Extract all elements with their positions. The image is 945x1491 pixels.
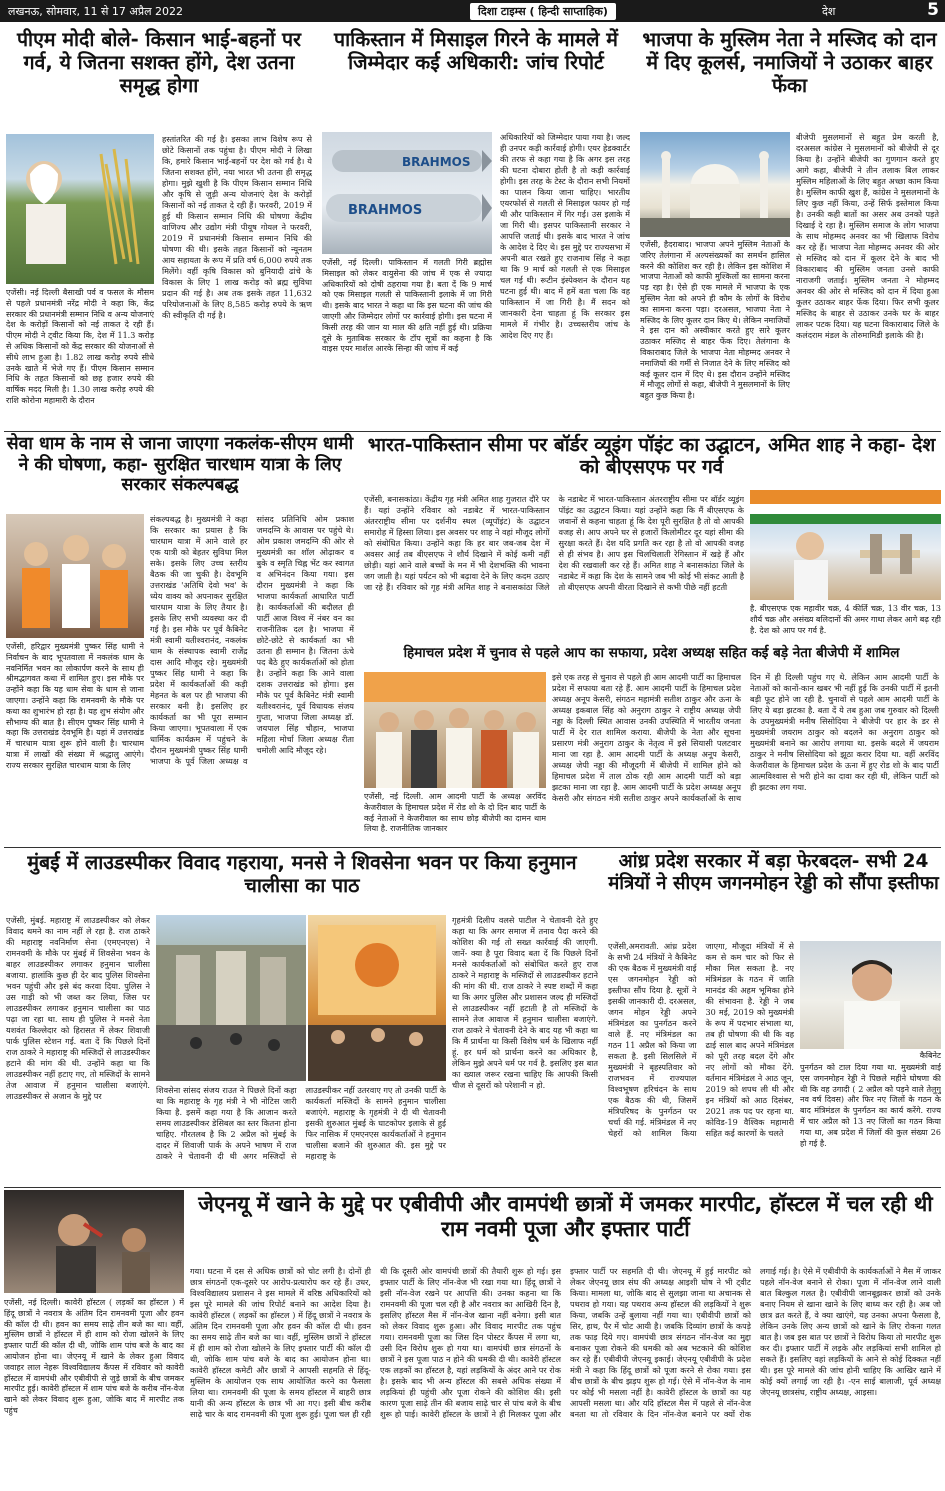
caption-aap: एजेंसी, नई दिल्ली. आम आदमी पार्टी के अध्यक्ष अरविंद केजरीवाल के हिमाचल प्रदेश में रोड शो के दो दिन बाद पार्टी के कई नेताओं ने केजरीवाल का साथ छोड़ बीजेपी का दामन थाम लिया है. राजनीतिक जानकार — [364, 792, 546, 834]
caption-bjp-muslim: एजेंसी, हैदराबाद। भाजपा अपने मुस्लिम नेताओं के जरिए तेलंगाना में अल्पसंख्यकों का समर्थन हासिल करने की कोशिश कर रही है। लेकिन इस कोशिश में भाजपा नेताओं को काफी मुश्किलों का सामना करना पड़ रहा है। ऐसे ही एक मामले में भाजपा के एक मुस्लिम नेता को अपने ही कौम के लोगों के विरोध का सामना करना पड़ा। दरअसल, भाजपा नेता ने मस्जिद के लिए कूलर दान किए थे। लेकिन नमाजियों ने इस दान को अस्वीकार करते हुए सारे कूलर उठाकर मस्जिद से बाहर फेंक दिए। तेलंगाना के विकाराबाद जिले के भाजपा नेता मोहम्मद अनवर ने नमाजियों की गर्मी से निजात देने के लिए मस्जिद को कई कूलर दान में दिए थे। इस दौरान उन्होंने मस्जिद में मौजूद लोगों से कहा, बीजेपी ने मुसलमानों के लिए बहुत कुछ किया है। — [640, 240, 790, 401]
caption-andhra: पुनर्गठन को टाल दिया गया था. मुख्यमंत्री वाई एस जगनमोहन रेड्डी ने पिछले महीने घोषणा की थी कि वह उगादी ( 2 अप्रैल को पड़ने वाले तेलुगु नव वर्ष दिवस) और फिर नए जिलों के गठन के बाद मंत्रिमंडल के पुनर्गठन का कार्य करेंगे. राज्य में चार अप्रैल को 13 नए जिलों का गठन किया गया था, अब प्रदेश में जिलों की कुल संख्या 26 हो गई है. — [800, 1063, 941, 1148]
masthead-paper-name: दिशा टाइम्स ( हिन्दी साप्ताहिक) — [470, 3, 616, 20]
masthead — [0, 0, 945, 22]
caption-missile: एजेंसी, नई दिल्ली। पाकिस्तान में गलती गिरी ब्रह्मोस मिसाइल को लेकर वायुसेना की जांच में एक से ज्यादा अधिकारियों को दोषी ठहराया गया है। बता दें कि 9 मार्च को एक मिसाइल गलती से पाकिस्तानी इलाके में जा गिरी थी। इसके बाद भारत ने कहा था कि इस घटना की जांच की जाएगी और जिम्मेदार लोगों पर कार्रवाई होगी। इस घटना में किसी तरह की जान या माल की क्षति नहीं हुई थी। प्रक्रिया दूसे के मुताबिक सरकार के टॉप सूत्रों का कहना है कि वाइस एयर मार्शल आरके सिन्हा की जांच में कई — [322, 258, 492, 354]
caption-shah: है. बीएसएफ एक महावीर चक्र, 4 कीर्ति चक्र, 13 वीर चक्र, 13 शौर्य चक्र और असंख्य बलिदानों की अमर गाथा लेकर आगे बढ़ रही है. देश को आप पर गर्व है. — [750, 604, 941, 635]
photo-dhami — [6, 514, 144, 638]
caption-dhami: एजेंसी, हरिद्वार मुख्यमंत्री पुष्कर सिंह धामी ने निर्वाचन के बाद भूपतवाला में नकलंक धाम के नवनिर्मित भवन का लोकार्पण करने के साथ ही श्रीमद्भागवत कथा में शामिल हुए। इस मौके पर उन्होंने कहा कि यह धाम सेवा के धाम से जाना जाएगा। उन्होंने कहा कि रामनवमी के मौके पर कथा का शुभारंभ हो रहा है। यह शुभ संयोग और सौभाग्य की बात है। सीएम पुष्कर सिंह धामी ने कहा कि उत्तराखंड देवभूमि है। यहां में उत्तराखंड में चारधाम यात्रा शुरू होने वाली है। चारधाम यात्रा में लाखों की संख्या में श्रद्धालु आएंगे। राज्य सरकार सुरक्षित चारधाम यात्रा के लिए — [6, 642, 144, 770]
body-andhra: एजेंसी,अमरावती. आंध्र प्रदेश के सभी 24 मंत्रियों ने कैबिनेट की एक बैठक में मुख्यमंत्री वाई एस जगनमोहन रेड्डी को इस्तीफा सौंप दिया है. सूत्रों ने इसकी जानकारी दी. दरअसल, जगन मोहन रेड्डी अपने मंत्रिमंडल का पुनर्गठन करने वाले हैं. नए मंत्रिमंडल का गठन 11 अप्रैल को किया जा सकता है. इसी सिलसिले में मुख्यमंत्री ने बृहस्पतिवार को राजभवन में राज्यपाल विश्वभूषण हरिचंदन के साथ एक बैठक की थी, जिसमें मंत्रिपरिषद के पुनर्गठन पर चर्चा की गई. मंत्रिमंडल में नए चेहरों को शामिल किया जाएगा, मौजूदा मंत्रियों में से कम से कम चार को फिर से मौका मिल सकता है. नए मंत्रिमंडल के गठन में जाति मानदंड की अहम भूमिका होने की संभावना है. रेड्डी ने जब 30 मई, 2019 को मुख्यमंत्री के रूप में पदभार संभाला था, तब ही घोषणा की थी कि वह ढाई साल बाद अपने मंत्रिमंडल को पूरी तरह बदल देंगे और नए लोगों को मौका देंगे. वर्तमान मंत्रिमंडल ने आठ जून, 2019 को शपथ ली थी और इन मंत्रियों को आठ दिसंबर, 2021 तक पद पर रहना था. कोविड-19 वैश्विक महामारी सहित कई कारणों के चलते — [608, 941, 794, 1138]
headline-shah: भारत-पाकिस्तान सीमा पर बॉर्डर व्यूइंग पॉइंट का उद्घाटन, अमित शाह ने कहा- देश को बीएसएफ पर गर्व — [367, 434, 936, 479]
divider-row-3 — [4, 1187, 941, 1188]
divider-row-1 — [4, 431, 941, 432]
headline-missile: पाकिस्तान में मिसाइल गिरने के मामले में जिम्मेदार कई अधिकारी: जांच रिपोर्ट — [334, 28, 618, 74]
svg-text:BRAHMOS: BRAHMOS — [348, 203, 423, 218]
body-modi: हस्तांतरित की गई है। इसका लाभ विशेष रूप से छोटे किसानों तक पहुंचा है। पीएम मोदी ने लिखा कि, हमारे किसान भाई-बहनों पर देश को गर्व है। ये जितना सशक्त होंगे, नया भारत भी उतना ही समृद्ध होगा। मुझे खुशी है कि पीएम किसान सम्मान निधि और कृषि से जुड़ी अन्य योजनाएं देश के करोड़ों किसानों को नई ताकत दे रही हैं। फरवरी, 2019 में हुई थी किसान सम्मान निधि की घोषणा केंद्रीय वाणिज्य और उद्योग मंत्री पीयूष गोयल ने फरवरी, 2019 में प्रधानमंत्री किसान सम्मान निधि की घोषणा की थी। इसके तहत किसानों को न्यूनतम आय सहायता के रूप में प्रति वर्ष 6,000 रुपये तक मिलेंगे। वहीं कृषि विकास को बुनियादी ढांचे के विकास के लिए 1 लाख करोड़ को ब्रह्म सुविधा प्रदान की गई है। अब तक इसके तहत 11,632 परियोजनाओं के लिए 8,585 करोड़ रुपये के ऋण की स्वीकृति दी गई है। — [162, 134, 312, 320]
article-bjp-muslim — [638, 26, 941, 430]
photo-hanuman-poster — [308, 915, 446, 1081]
svg-text:BRAHMOS: BRAHMOS — [402, 155, 471, 169]
photo-jagan-reddy — [800, 941, 941, 1049]
headline-modi: पीएम मोदी बोले- किसान भाई-बहनों पर गर्व, ये जितना सशक्त होंगे, देश उतना समृद्ध होगा — [16, 28, 302, 97]
headline-mumbai: मुंबई में लाउडस्पीकर विवाद गहराया, मनसे ने शिवसेना भवन पर किया हनुमान चालीसा का पाठ — [27, 851, 577, 897]
body-mumbai-lower: शिवसेना सांसद संजय राउत ने पिछले दिनों कहा था कि महाराष्ट्र के गृह मंत्री ने भी नोटिस जारी किया है. इसमें कहा गया है कि आजान करते समय लाउडस्पीकर डेसिबल का स्तर कितना होना चाहिए. गौरतलब है कि 2 अप्रैल को मुंबई के दादर में शिवाजी पार्क के अपने भाषण में राज ठाकरे ने चेतावनी दी थी अगर मस्जिदों से लाउडस्पीकर नहीं उतरवाए गए तो उनकी पार्टी के कार्यकर्ता मस्जिदों के सामने हनुमान चालीसा बजाएंगे. महाराष्ट्र के गृहमंत्री ने दी थी चेतावनी इसकी शुरुआत मुंबई के घाटकोपर इलाके से हुई फिर नासिक में एमएनएस कार्यकर्ताओं ने हनुमान चालीसा बजाने की शुरुआत की. इस मुद्दे पर महाराष्ट्र के — [156, 1085, 446, 1161]
photo-amit-shah — [750, 490, 941, 600]
masthead-date: लखनऊ, सोमवार, 11 से 17 अप्रैल 2022 — [8, 5, 184, 18]
headline-bjp-muslim: भाजपा के मुस्लिम नेता ने मस्जिद को दान में दिए कूलर्स, नमाजियों ने उठाकर बाहर फेंका — [642, 28, 937, 97]
masthead-section: देश — [822, 5, 836, 18]
headline-jnu: जेएनयू में खाने के मुद्दे पर एबीवीपी और वामपंथी छात्रों में जमकर मारपीट, हॉस्टल में चल रही थी राम नवमी पूजा और इफ्तार पार्टी — [198, 1192, 933, 1241]
page-number: 5 — [927, 0, 939, 20]
article-shah — [362, 434, 941, 640]
headline-aap: हिमाचल प्रदेश में चुनाव से पहले आप का सफाया, प्रदेश अध्यक्ष सहित कई बड़े नेता बीजेपी में शामिल — [403, 645, 900, 661]
article-missile — [320, 26, 632, 430]
article-mumbai — [4, 851, 600, 1184]
article-modi — [4, 26, 314, 430]
photo-aap-bjp — [364, 672, 546, 788]
photo-shivsena-bhavan — [156, 915, 306, 1081]
photo-modi — [6, 134, 154, 284]
body-jnu: गया। घटना में दस से अधिक छात्रों को चोट लगी है। दोनों ही छात्र संगठनों एक-दूसरे पर आरोप-प्रत्यारोप कर रहे हैं। उधर, विश्वविद्यालय प्रशासन ने इस मामले में वरिष्ठ अधिकारियों को इस पूरे मामले की जांच रिपोर्ट बनाने का आदेश दिया है। कावेरी हॉस्टल ( लड़कों का हॉस्टल ) में हिंदू छात्रों ने नवरात्र के अंतिम दिन रामनवमी पूजा और हवन की कॉल दी थी। हवन का समय साढ़े तीन बजे का था। वहीं, मुस्लिम छात्रों ने हॉस्टल में ही शाम को रोजा खोलने के लिए इफ्तार पार्टी की कॉल दी थी, जोकि शाम पांच बजे के बाद का आयोजन होना था। कावेरी हॉस्टल कमेटी और छात्रों ने आपसी सहमति से हिंदू-मुस्लिम के आयोजन एक साथ आयोजित करने का फैसला लिया था। रामनवमी की पूजा के समय हॉस्टल में बाहरी छात्र यानी की अन्य हॉस्टल के छात्र भी आ गए। इसी बीच करीब साढ़े चार के बाद रामनवमी की पूजा शुरू हुई। पूजा चल ही रही थी कि दूसरी ओर वामपंथी छात्रों की तैयारी शुरू हो गई। इस इफ्तार पार्टी के लिए नॉन-वेज भी रखा गया था। हिंदू छात्रों ने इसी नॉन-वेज रखने पर आपत्ति की। उनका कहना था कि रामनवमी की पूजा चल रही है और नवरात्र का आखिरी दिन है, इसलिए हॉस्टल मैस में नॉन-वेज खाना नहीं बनेगा। इसी बात को लेकर विवाद शुरू हुआ। और विवाद मारपीट तक पहुंच गया। रामनवमी पूजा का जिस दिन पोस्टर कैंपस में लगा था, उसी दिन विरोध शुरू हो गया था। वामपंथी छात्र संगठनों के छात्रों ने इस पूजा पाठ न होने की धमकी दी थी। कावेरी हॉस्टल एक लड़कों का हॉस्टल है, यहां लड़कियों के अंदर आने पर रोक है। इसके बाद भी अन्य हॉस्टल की सबसे अधिक संख्या में लड़कियां ही पहुंची और पूजा रोकने की कोशिश की। इसी कारण पूजा साढ़े तीन की बजाय साढ़े चार से पांच बजे के बीच शुरू हो पाई। कावेरी हॉस्टल के छात्रों ने ही मिलकर पूजा और इफ्तार पार्टी पर सहमति दी थी। जेएनयू में हुई मारपीट को लेकर जेएनयू छात्र संघ की अध्यक्ष आइशी घोष ने भी ट्वीट किया। मामला था, जोकि बाद से सुलझा जाना था अचानक से पथराव हो गया। यह पथराव अन्य हॉस्टल की लड़कियों ने शुरू किया, जबकि उन्हें बुलाया नहीं गया था। एबीवीपी छात्रों को सिर, हाथ, पैर में चोट आयी है। जबकि दिव्यांग छात्रों के कपड़े तक फाड़ दिये गए। वामपंथी छात्र संगठन नॉन-वेज का मुद्दा बनाकर पूजा रोकने की धमकी को अब भटकाने की कोशिश कर रहे हैं। एबीवीपी जेएनयू इकाई। जेएनयू एबीवीपी के प्रदेश मंत्री ने कहा कि हिंदू छात्रों को पूजा करने से रोका गया। इस बीच छात्रों के बीच झड़प शुरू हो गई। ऐसे में नॉन-वेज के नाम पर कोई भी मसला नहीं है। कावेरी हॉस्टल के छात्रों का यह आपसी मसला था। और यदि हॉस्टल मैस में पहले से नॉन-वेज बनता था तो रविवार के दिन नॉन-वेज बनाने पर क्यों रोक लगाई गई। है। ऐसे में एबीवीपी के कार्यकर्ताओं ने मैस में जाकर पहले नॉन-वेज बनाने से रोका। पूजा में नॉन-वेज लाने वाली बात बिल्कुल गलत है। एबीवीपी जानबूझकर छात्रों को उनके बनाए नियम से खाना खाने के लिए बाध्य कर रही है। अब जो छात्र व्रत करते हैं, वे क्या खाएंगे, यह उनका अपना फैसला है, लेकिन उनके लिए अन्य छात्रों को खाने के लिए रोकना गलत बात है। जब इस बात पर छात्रों ने विरोध किया तो मारपीट शुरू कर दी। इफ्तार पार्टी में लड़के और लड़कियां सभी शामिल हो सकते हैं। इसलिए वहां लड़कियों के आने से कोई दिक्कत नहीं थी। इस पूरे मामले की जांच होनी चाहिए कि आखिर खाने में कोई क्यों लगाई जा रही है। -एन साई बालाजी, पूर्व अध्यक्ष जेएनयू छात्रसंघ, राष्ट्रीय अध्यक्ष, आइसा। — [190, 1266, 941, 1419]
body-missile: अधिकारियों को जिम्मेदार पाया गया है। जल्द ही उनपर कड़ी कार्रवाई होगी। एयर हेडक्वार्टर की तरफ से कहा गया है कि अगर इस तरह की घटना दोबारा होती है तो कड़ी कार्रवाई होगी। इस तरह के टेस्ट के दौरान सभी नियमों का पालन किया जाना चाहिए। भारतीय एयरफोर्स से गलती से मिसाइल फायर हो गई थी और पाकिस्तान में गिर गई। उस इलाके में जा गिरी थी। इसपर पाकिस्तानी सरकार ने आपत्ति जताई थी। इसके बाद भारत ने जांच के आदेश दे दिए थे। इस मुद्दे पर राज्यसभा में अपनी बात रखते हुए राजनाथ सिंह ने कहा था कि 9 मार्च को गलती से एक मिसाइल चल गई थी। रूटीन इंस्पेक्शन के दौरान यह घटना हुई थी। बाद में हमें बता चला कि वह पाकिस्तान में जा गिरी है। मैं सदन को जानकारी देना चाहता हूं कि सरकार इस मामले में गंभीर है। उच्चस्तरीय जांच के आदेश दिए गए हैं। — [500, 132, 630, 340]
photo-jnu-clash — [4, 1190, 184, 1293]
body-shah: एजेंसी, बनासकांठा। केंद्रीय गृह मंत्री अमित शाह गुजरात दौरे पर हैं। यहां उन्होंने रविवार को नडाबेट में भारत-पाकिस्तान अंतरराष्ट्रीय सीमा पर दर्शनीय स्थल (व्यूपॉइंट) के उद्घाटन समारोह में हिस्सा लिया। इस अवसर पर शाह ने वहां मौजूद लोगों को संबोधित किया। उन्होंने कहा कि हर बार जब-जब देश में अवसर आई तब बीएसएफ ने शौर्य दिखाने में कोई कमी नहीं छोड़ी। यहां आने वाले बच्चों के मन में भी देशभक्ति की भावना जग जाती है। यहां पर्यटन को भी बढ़ावा देने के लिए कदम उठाए जा रहे हैं। रविवार को गृह मंत्री अमित शाह ने बनासकांठा जिले के नडाबेट में भारत-पाकिस्तान अंतरराष्ट्रीय सीमा पर बॉर्डर व्यूइंग पॉइंट का उद्घाटन किया। यहां उन्होंने कहा कि मैं बीएसएफ के जवानों से कहना चाहता हूं कि देश पूरी सुरक्षित है तो वो आपकी वजह से। आप अपने घर से हजारों किलोमीटर दूर यहां सीमा की सुरक्षा करते हैं। देश यदि प्रगति कर रहा है तो वो आपकी वजह से ही संभव है। आप इस चिलचिलाती रेगिस्तान में खड़े हैं और देश की रखवाली कर रहे हैं। अमित शाह ने बनासकांठा जिले के नडाबेट में कहा कि देश के सामने जब भी कोई भी संकट आती है तो बीएसएफ अपनी वीरता दिखाने से कभी पीछे नहीं हटती — [364, 494, 744, 592]
body-mumbai-lead: एजेंसी, मुंबई. महाराष्ट्र में लाउडस्पीकर को लेकर विवाद थमने का नाम नहीं ले रहा है. राज ठाकरे की महाराष्ट्र नवनिर्माण सेना (एमएनएस) ने रामनवमी के मौके पर मुंबई में शिवसेना भवन के बाहर लाउडस्पीकर लगाकर हनुमान चालीसा बजाया. हालांकि कुछ ही देर बाद पुलिस शिवसेना भवन पहुंची और इसे बंद करवा दिया. पुलिस ने उस गाड़ी को भी जब्त कर लिया, जिस पर लाउडस्पीकर लगाकर हनुमान चालीसा का पाठ पढ़ा जा रहा था. साथ ही पुलिस ने मनसे नेता यशवंत किल्लेदार को हिरासत में लेकर शिवाजी पार्क पुलिस स्टेशन गई. बता दें कि पिछले दिनों राज ठाकरे ने महाराष्ट्र की मस्जिदों से लाउडस्पीकर हटाने की मांग की थी. उन्होंने कहा था कि लाउडस्पीकर नहीं हटाए गए, तो मस्जिदों के सामने तेज आवाज में हनुमान चालीसा बजाएंगे. लाउडस्पीकर से अजान के मुद्दे पर — [6, 915, 150, 1101]
headline-dhami: सेवा धाम के नाम से जाना जाएगा नकलंक-सीएम धामी ने की घोषणा, कहा- सुरक्षित चारधाम यात्रा के लिए सरकार संकल्पबद्ध — [6, 434, 354, 496]
photo-mosque — [640, 132, 790, 237]
headline-andhra: आंध्र प्रदेश सरकार में बड़ा फेरबदल- सभी 24 मंत्रियों ने सीएम जगनमोहन रेड्डी को सौंपा इस्तीफा — [608, 851, 939, 894]
caption-modi: एजेंसी। नई दिल्ली बैसाखी पर्व व फसल के मौसम से पहले प्रधानमंत्री नरेंद्र मोदी ने कहा कि, केंद्र सरकार की प्रधानमंत्री सम्मान निधि व अन्य योजनाएं देश के करोड़ों किसानों को नई ताकत दे रही हैं। पीएम मोदी ने ट्वीट किया कि, देश में 11.3 करोड़ से अधिक किसानों को केंद्र सरकार की योजनाओं से सीधे लाभ हुआ है। 1.82 लाख करोड़ रुपये सीधे उनके खाते में भेजे गए हैं। पीएम किसान सम्मान निधि के तहत किसानों को छह हजार रुपये की वार्षिक मदद मिली है। 1.30 लाख करोड़ रुपये की राशि कोरोना महामारी के दौरान — [6, 288, 154, 405]
article-dhami — [4, 434, 356, 844]
photo-brahmos — [322, 132, 492, 254]
body-dhami: संकल्पबद्ध है। मुख्यमंत्री ने कहा कि सरकार का प्रयास है कि चारधाम यात्रा में आने वाले हर एक यात्री को बेहतर सुविधा मिल सके। इसके लिए उच्च स्तरीय बैठक की जा चुकी है। देवभूमि उत्तराखंड 'अतिथि देवो भव' के ध्येय वाक्य को अपनाकर सुरक्षित चारधाम यात्रा के लिए तैयार है। इसके लिए सभी व्यवस्था कर दी गई है। इस मौके पर पूर्व कैबिनेट मंत्री स्वामी यतीश्वरानंद, नकलंक धाम के संस्थापक स्वामी राजेंद्र दास आदि मौजूद रहे। मुख्यमंत्री पुष्कर सिंह धामी ने कहा कि प्रदेश में कार्यकर्ताओं की कड़ी मेहनत के बल पर ही भाजपा की सरकार बनी है। इसलिए हर कार्यकर्ता का भी पूरा सम्मान किया जाएगा। भूपतवाला में एक धार्मिक कार्यक्रम में पहुंचने के दौरान मुख्यमंत्री पुष्कर सिंह धामी भाजपा के पूर्व जिला अध्यक्ष व सांसद प्रतिनिधि ओम प्रकाश जमदग्नि के आवास पर पहुंचे थे। ओम प्रकाश जमदग्नि की ओर से मुख्यमंत्री का शॉल ओढ़ाकर व बुके व स्मृति चिह्न भेंट कर स्वागत व अभिनंदन किया गया। इस दौरान मुख्यमंत्री ने कहा कि भाजपा कार्यकर्ता आधारित पार्टी है। कार्यकर्ताओं की बदौलत ही पार्टी आज विश्व में नंबर वन का राजनीतिक दल है। भाजपा में छोटे-छोटे से कार्यकर्ता का भी उतना ही सम्मान है। जितना ऊंचे पद बैठे हुए कार्यकर्ताओं को होता है। उन्होंने कहा कि आने वाला दशक उत्तराखंड को होगा। इस मौके पर पूर्व कैबिनेट मंत्री स्वामी यतीश्वरानंद, पूर्व विधायक संजय गुप्ता, भाजपा जिला अध्यक्ष डॉ. जयपाल सिंह चौहान, भाजपा महिला मोर्चा जिला अध्यक्ष रीता चमोली आदि मौजूद रहे। — [150, 514, 354, 766]
caption-jnu: एजेंसी, नई दिल्ली। कावेरी हॉस्टल ( लड़कों का हॉस्टल ) में हिंदू छात्रों ने नवरात्र के अंतिम दिन रामनवमी पूजा और हवन की कॉल दी थी। हवन का समय साढ़े तीन बजे का था। वहीं, मुस्लिम छात्रों ने हॉस्टल में ही शाम को रोजा खोलने के लिए इफ्तार पार्टी की कॉल दी थी, जोकि शाम पांच बजे के बाद का आयोजन होना था। जेएनयू में खाने के लेकर हुआ विवाद जवाहर लाल नेहरू विश्वविद्यालय कैंपस में रविवार को कावेरी हॉस्टल में वामपंथी और एबीवीपी से जुड़े छात्रों के बीच जमकर मारपीट हुई। कावेरी हॉस्टल में शाम पांच बजे के करीब नॉन-वेज खाने को लेकर विवाद शुरू हुआ, जोकि बाद में मारपीट तक पहुंच — [4, 1298, 184, 1415]
body-bjp-muslim: बीजेपी मुसलमानों से बहुत प्रेम करती है, दरअसल कांग्रेस ने मुसलमानों को बीजेपी से दूर किया है। उन्होंने बीजेपी का गुणगान करते हुए आगे कहा, बीजेपी ने तीन तलाक बिल लाकर मुस्लिम महिलाओं के लिए बहुत अच्छा काम किया है। मुस्लिम काफी खुश हैं, कांग्रेस ने मुसलमानों के लिए कुछ नहीं किया, उन्हें सिर्फ इस्तेमाल किया है। उनकी कही बातों का असर अब उनको पड़ते दिखाई दे रहा है। मुस्लिम समाज के लोग भाजपा के साथ मोहम्मद अनवर का भी खिलाफ विरोध कर रहे हैं। भाजपा नेता मोहम्मद अनवर की ओर से मस्जिद को दान में कूलर देने के बाद भी विकाराबाद की मुस्लिम जनता उनसे काफी नाराजगी जताई। मुस्लिम जनता ने मोहम्मद अनवर की ओर से मस्जिद को दान में दिया हुआ कूलर उठाकर बाहर फेंक दिया। फिर सभी कूलर मस्जिद के बाहर से उठाकर उनके घर के बाहर लाकर पटक दिया। यह घटना विकाराबाद जिले के कलंदराम मंडल के तोरुमामिडी इलाके की है। — [796, 132, 939, 340]
divider-row-2 — [4, 847, 941, 848]
article-jnu — [4, 1190, 941, 1488]
caption-andhra-label: कैबिनेट — [919, 1051, 941, 1060]
article-andhra — [606, 851, 941, 1184]
body-aap: इसे एक तरह से चुनाव से पहले ही आम आदमी पार्टी का हिमाचल प्रदेश में सफाया बता रहे हैं. आम आदमी पार्टी के हिमाचल प्रदेश अध्यक्ष अनूप केसरी, संगठन महामंत्री सतीश ठाकुर और ऊना के अध्यक्ष इकबाल सिंह को अनुराग ठाकुर ने राष्ट्रीय अध्यक्ष जेपी नड्डा के दिल्ली स्थित आवास उनकी उपस्थिति में भारतीय जनता पार्टी में देर रात शामिल कराया. बीजेपी के नेता और सूचना प्रसारण मंत्री अनुराग ठाकुर के नेतृत्व में इसे सियासी पलटवार माना जा रहा है. आम आदमी पार्टी के अध्यक्ष अनूप केसरी, अध्यक्ष जेपी नड्डा की मौजूदगी में बीजेपी में शामिल होने को हिमाचल प्रदेश में ताल ठोक रही आम आदमी पार्टी को बड़ा झटका माना जा रहा है. आम आदमी पार्टी के प्रदेश अध्यक्ष अनूप केसरी और संगठन मंत्री सतीश ठाकुर अपने कार्यकर्ताओं के साथ दिन में ही दिल्ली पहुंच गए थे. लेकिन आम आदमी पार्टी के नेताओं को कानों-कान खबर भी नहीं हुई कि उनकी पार्टी में इतनी बड़ी फूट होने जा रही है. चुनावों से पहले आम आदमी पार्टी के लिए ये बड़ा झटका है. बता दें ये तब हुआ जब गुरुवार को दिल्ली के उपमुख्यमंत्री मनीष सिसोदिया ने बीजेपी पर हार के डर से मुख्यमंत्री जयराम ठाकुर को बदलने का अनुराग ठाकुर को मुख्यमंत्री बनाने का आरोप लगाया था. इसके बदले में जयराम ठाकुर ने मनीष सिसोदिया को झूठा करार दिया था. वहीं अरविंद केजरीवाल के हिमाचल प्रदेश के ऊना में हुए रोड शो के बाद पार्टी आत्मविश्वास से भरी होने का दावा कर रही थी, लेकिन पार्टी को ही झटका लग गया. — [552, 672, 939, 803]
body-mumbai-right: गृहमंत्री दिलीप वलसे पाटील ने चेतावनी देते हुए कहा था कि अगर समाज में तनाव पैदा करने की कोशिश की गई तो सख्त कार्रवाई की जाएगी. जानें- क्या है पूरा विवाद बता दें कि पिछले दिनों मनसे कार्यकर्ताओं को संबोधित करते हुए राज ठाकरे ने महाराष्ट्र के मस्जिदों से लाउडस्पीकर हटाने की मांग की थी. राज ठाकरे ने स्पष्ट शब्दों में कहा था कि अगर पुलिस और प्रशासन जल्द ही मस्जिदों से लाउडस्पीकर नहीं हटाती है तो मस्जिदों के सामने तेज आवाज में हनुमान चालीसा बजाएंगे. राज ठाकरे ने चेतावनी देने के बाद यह भी कहा था कि मैं प्रार्थना या किसी विशेष धर्म के खिलाफ नहीं हूं. हर धर्म को प्रार्थना करने का अधिकार है, लेकिन मुझे अपने धर्म पर गर्व है. इसलिए इस बात का ख्याल जरूर रखना चाहिए कि आपकी किसी चीज से दूसरों को परेशानी न हो. — [452, 915, 598, 1090]
article-aap — [362, 646, 941, 844]
